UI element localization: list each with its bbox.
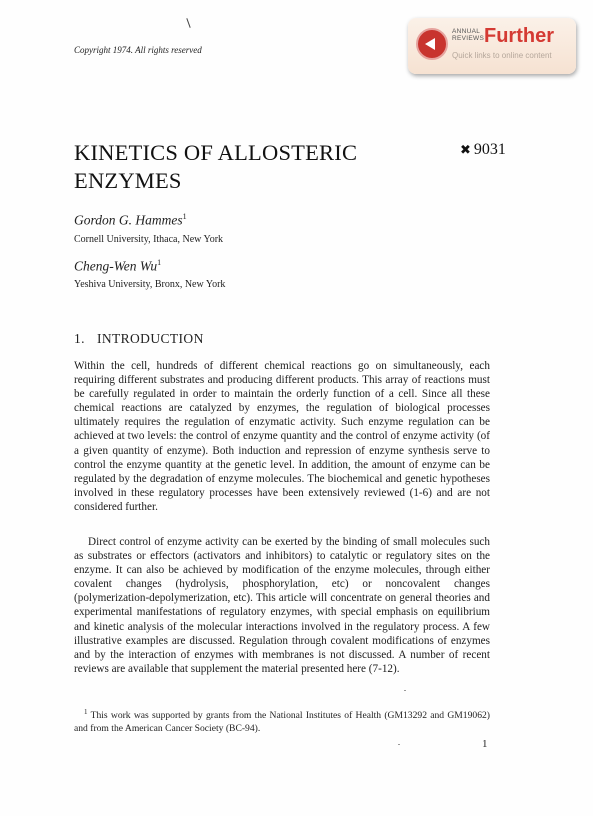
author-2-affiliation: Yeshiva University, Bronx, New York: [74, 279, 226, 290]
scan-speck: [404, 690, 406, 691]
code-number: 9031: [473, 141, 506, 158]
copyright-notice: Copyright 1974. All rights reserved: [74, 45, 202, 55]
section-title: INTRODUCTION: [96, 331, 204, 346]
page-number: 1: [482, 738, 488, 750]
author-name: [74, 258, 161, 275]
footnote-text: This work was supported by grants from the National Institutes of Health (GM13292 and GM19062) and from the American Cancer Society (BC-94).: [74, 710, 490, 734]
scan-mark: [186, 18, 190, 28]
badge-annual-label: ANNUAL: [452, 28, 481, 35]
author-2-name: Cheng-Wen Wu: [74, 258, 158, 274]
body-paragraph-2: Direct control of enzyme activity can be exerted by the binding of small molecules such as substrates or effectors (activators and inhibitors) to catalytic or regulatory sites on the enzyme. It can also be achieved by modification of the enzyme molecules, through either covalent changes (hydrolysis, phosphorylation, etc) or noncovalent changes (polymerization-depolymerization, etc). This article will concentrate on general theories and experimental manifestations of regulatory enzymes, with special emphasis on equilibrium and kinetic analysis of the molecular interactions involved in the regulatory process. A few illustrative examples are discussed. Regulation through covalent modifications of enzymes and by the interaction of enzymes with membranes is not discussed. A number of recent reviews are available that supplement the material presented here (7-12).: [74, 536, 490, 675]
title-line-1: KINETICS OF ALLOSTERIC: [74, 140, 358, 165]
author-name: [74, 212, 187, 229]
back-arrow-circle-icon: [416, 28, 448, 60]
badge-tagline: Quick links to online content: [452, 51, 552, 60]
body-paragraph-1: Within the cell, hundreds of different chemical reactions go on simultaneously, each requiring different substrates and producing different products. This array of reactions must be carefully regulated in order to maintain the orderly function of a cell. Since all these chemical reactions are catalyzed by enzymes, the regulation of biological processes ultimately requires the regulation of enzymatic activity. Such enzyme regulation can be achieved at two levels: the control of enzyme quantity and the control of enzyme activity (of a given quantity of enzyme). Both induction and repression of enzyme synthesis serve to control the enzyme quantity at the genetic level. In addition, the amount of enzyme can be regulated by the degradation of enzyme molecules. The biochemical and genetic hypotheses involved in these regulatory processes have been extensively reviewed (1-6) and are not considered further.: [74, 360, 490, 513]
footnote: [74, 706, 490, 735]
code-mark: ✖: [460, 142, 471, 157]
footnote-mark: 1: [84, 708, 88, 716]
article-title: [74, 139, 414, 195]
author-1-name: Gordon G. Hammes: [74, 212, 183, 228]
author-1-footnote-ref: 1: [182, 212, 187, 221]
author-2-footnote-ref: 1: [157, 258, 162, 267]
badge-reviews-label: REVIEWS: [452, 35, 485, 42]
section-heading: [74, 331, 204, 347]
author-1-affiliation: Cornell University, Ithaca, New York: [74, 234, 224, 245]
annual-reviews-further-badge[interactable]: [408, 18, 576, 74]
badge-further-label: Further: [484, 25, 554, 47]
section-number: 1.: [74, 331, 85, 346]
title-line-2: ENZYMES: [74, 168, 182, 193]
article-code: [460, 141, 506, 159]
scan-speck: [398, 744, 400, 745]
